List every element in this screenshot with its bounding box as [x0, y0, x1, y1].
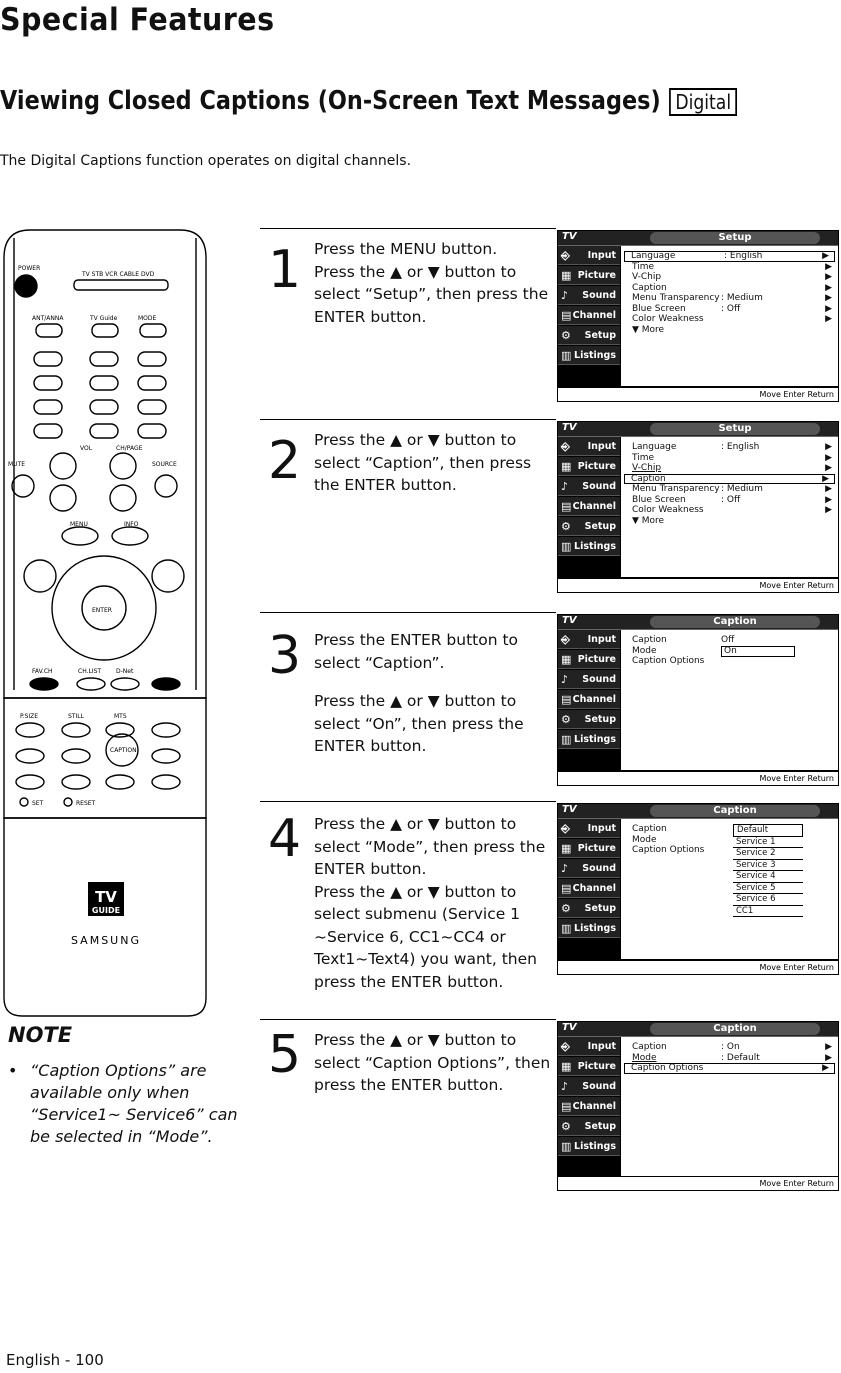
input-icon: ⎆ — [561, 1040, 570, 1053]
tvguide-label: TV Guide — [90, 315, 118, 322]
step-paragraph: Press the ▲ or ▼ button to select “Mode”, then press the ENTER button. Press the ▲ or ▼ button to select submenu (Service 1 ~Service 6, CC1~CC4 or Text1~Text4) you want, then press the ENTER button. — [314, 815, 546, 991]
osd-menu-list — [621, 246, 838, 335]
osd-title: Setup — [650, 232, 820, 244]
setup-icon: ⚙ — [561, 520, 571, 533]
mode-label: MODE — [138, 315, 157, 322]
antenna-label: ANT/ANNA — [32, 315, 64, 322]
osd-menu-value: : Off — [721, 494, 741, 505]
osd-menu-value: : Medium — [721, 484, 763, 494]
osd-menu-label: Caption Options — [631, 1063, 704, 1073]
step-text — [314, 1029, 554, 1097]
osd-screen-1 — [557, 230, 839, 402]
chevron-right-icon: ▶ — [825, 303, 832, 314]
step-paragraph: Press the ▲ or ▼ button to select “On”, then press the ENTER button. — [314, 692, 524, 755]
osd-sidebar-item-setup[interactable] — [558, 517, 620, 536]
step-2 — [260, 419, 841, 602]
note-heading: NOTE — [8, 1023, 73, 1047]
osd-mode-option[interactable]: Service 6 — [733, 894, 803, 906]
step-1 — [260, 228, 841, 403]
picture-icon: ▦ — [561, 1060, 572, 1073]
osd-sidebar-label: Input — [587, 1041, 616, 1052]
remote-lower-body — [4, 818, 206, 1016]
osd-menu-label: Mode — [632, 834, 657, 845]
osd-sidebar-label: Setup — [584, 1121, 616, 1132]
step-5 — [260, 1019, 841, 1194]
osd-menu-label: ▼ More — [632, 324, 665, 335]
svg-text:GUIDE: GUIDE — [91, 906, 121, 915]
chevron-right-icon: ▶ — [825, 442, 832, 452]
osd-tv-label: TV — [562, 804, 577, 815]
osd-sidebar-item-picture[interactable] — [558, 1057, 620, 1076]
step-number: 1 — [268, 240, 302, 300]
reset-label: RESET — [76, 800, 96, 807]
section-title: Special Features — [0, 2, 275, 38]
osd-sidebar-label: Sound — [582, 290, 616, 301]
osd-menu-item[interactable] — [621, 484, 838, 495]
fav-label: FAV.CH — [32, 668, 53, 675]
osd-menu-label: Language — [631, 251, 676, 261]
chevron-right-icon: ▶ — [825, 463, 832, 473]
step-rule — [260, 801, 556, 802]
step-paragraph: Press the MENU button. Press the ▲ or ▼ button to select “Setup”, then press the ENTER button. — [314, 240, 549, 326]
osd-bottom-bar: Move Enter Return — [558, 1176, 838, 1190]
osd-menu-list — [621, 819, 838, 856]
listings-icon: ▥ — [561, 540, 572, 553]
setup-icon: ⚙ — [561, 1120, 571, 1133]
sound-icon: ♪ — [561, 1080, 569, 1093]
osd-sidebar — [558, 1037, 620, 1157]
osd-menu-value: Off — [721, 635, 735, 645]
osd-menu-list — [621, 1037, 838, 1074]
listings-icon: ▥ — [561, 349, 572, 362]
step-paragraph: Press the ENTER button to select “Caption”. — [314, 631, 519, 672]
osd-mode-option[interactable]: CC1 — [733, 906, 803, 918]
osd-menu-label: V-Chip — [632, 463, 662, 473]
step-number: 4 — [268, 809, 302, 869]
osd-mode-option[interactable]: Service 4 — [733, 871, 803, 883]
osd-panel — [621, 819, 838, 959]
osd-menu-item[interactable] — [621, 635, 838, 646]
osd-menu-value: : On — [721, 1042, 740, 1052]
osd-menu-item[interactable] — [621, 304, 838, 315]
sound-icon: ♪ — [561, 862, 569, 875]
osd-menu-item[interactable] — [621, 824, 838, 835]
osd-mode-option[interactable]: Service 2 — [733, 848, 803, 860]
page-title — [0, 86, 737, 116]
page-title-text: Viewing Closed Captions (On-Screen Text Messages) — [0, 86, 661, 116]
listings-icon: ▥ — [561, 1140, 572, 1153]
setup-icon: ⚙ — [561, 902, 571, 915]
osd-menu-item[interactable] — [621, 262, 838, 273]
osd-sidebar-label: Picture — [577, 270, 616, 281]
osd-sidebar-item-setup[interactable] — [558, 326, 620, 345]
osd-mode-option[interactable]: Default — [733, 824, 803, 837]
osd-tv-label: TV — [562, 422, 577, 433]
mode-labels: TV STB VCR CABLE DVD — [82, 271, 155, 278]
osd-menu-label: Time — [632, 261, 655, 272]
osd-sidebar — [558, 437, 620, 557]
osd-sidebar-label: Channel — [572, 501, 616, 512]
osd-menu-item[interactable] — [621, 293, 838, 304]
power-label: POWER — [18, 265, 41, 272]
osd-tv-label: TV — [562, 1022, 577, 1033]
osd-sidebar-item-picture[interactable] — [558, 839, 620, 858]
osd-sidebar-label: Listings — [574, 350, 616, 361]
osd-sidebar-item-listings[interactable] — [558, 537, 620, 556]
step-number: 2 — [268, 431, 302, 491]
osd-screen-3 — [557, 614, 839, 786]
osd-sidebar-label: Channel — [572, 310, 616, 321]
osd-mode-option[interactable]: Service 3 — [733, 860, 803, 872]
osd-menu-item[interactable] — [624, 251, 835, 262]
osd-sidebar-item-listings[interactable] — [558, 1137, 620, 1156]
channel-icon: ▤ — [561, 309, 572, 322]
osd-title: Caption — [650, 616, 820, 628]
osd-menu-item[interactable] — [621, 495, 838, 506]
osd-menu-item[interactable] — [621, 1042, 838, 1053]
caption-label: CAPTION — [110, 747, 137, 754]
osd-menu-label: Caption — [632, 824, 667, 834]
source-label: SOURCE — [152, 461, 177, 468]
page-footer: English - 100 — [6, 1351, 104, 1369]
osd-panel — [621, 1037, 838, 1177]
chlist-label: CH.LIST — [78, 668, 102, 675]
osd-sidebar-item-sound[interactable] — [558, 1077, 620, 1096]
osd-screen-2 — [557, 421, 839, 593]
osd-sidebar-item-channel[interactable] — [558, 497, 620, 516]
osd-menu-item[interactable] — [621, 1053, 838, 1064]
chevron-right-icon: ▶ — [825, 505, 832, 515]
chevron-right-icon: ▶ — [825, 494, 832, 505]
dnet-label: D-Net — [116, 668, 134, 675]
osd-sidebar-item-setup[interactable] — [558, 899, 620, 918]
osd-panel — [621, 630, 838, 770]
osd-menu-label: Caption — [632, 635, 667, 645]
osd-sidebar-label: Setup — [584, 714, 616, 725]
osd-mode-option[interactable]: Service 5 — [733, 883, 803, 895]
osd-sidebar-item-sound[interactable] — [558, 477, 620, 496]
chevron-right-icon: ▶ — [825, 261, 832, 272]
svg-text:TV: TV — [95, 888, 117, 906]
osd-sidebar-item-input[interactable] — [558, 630, 620, 649]
info-label: INFO — [124, 521, 139, 528]
osd-menu-item[interactable] — [624, 474, 835, 485]
chevron-right-icon: ▶ — [822, 251, 829, 261]
osd-sidebar-item-channel[interactable] — [558, 306, 620, 325]
osd-screen-5 — [557, 1021, 839, 1191]
osd-sidebar-label: Listings — [574, 923, 616, 934]
osd-sidebar-label: Input — [587, 634, 616, 645]
osd-sidebar-label: Sound — [582, 674, 616, 685]
osd-sidebar — [558, 630, 620, 750]
osd-title: Setup — [650, 423, 820, 435]
osd-sidebar-item-input[interactable] — [558, 819, 620, 838]
osd-menu-label: Caption — [631, 473, 666, 484]
osd-sidebar-label: Setup — [584, 903, 616, 914]
osd-menu-list — [621, 630, 838, 667]
picture-icon: ▦ — [561, 460, 572, 473]
set-label: SET — [32, 800, 44, 807]
osd-menu-label: Blue Screen — [632, 303, 686, 314]
osd-menu-item[interactable] — [621, 463, 838, 474]
chevron-right-icon: ▶ — [825, 1052, 832, 1063]
osd-sidebar-label: Setup — [584, 330, 616, 341]
osd-sidebar-label: Picture — [577, 461, 616, 472]
osd-menu-item[interactable] — [624, 1063, 835, 1074]
osd-title: Caption — [650, 1023, 820, 1035]
osd-sidebar-item-picture[interactable] — [558, 650, 620, 669]
osd-sidebar-item-channel[interactable] — [558, 1097, 620, 1116]
osd-menu-item[interactable] — [621, 656, 838, 667]
osd-menu-value: : English — [724, 251, 763, 261]
tv-guide-logo — [88, 882, 124, 916]
listings-icon: ▥ — [561, 733, 572, 746]
setup-icon: ⚙ — [561, 713, 571, 726]
osd-sidebar — [558, 819, 620, 939]
osd-menu-label: Time — [632, 452, 655, 463]
step-text — [314, 813, 554, 993]
osd-sidebar-item-picture[interactable] — [558, 457, 620, 476]
chevron-right-icon: ▶ — [822, 1063, 829, 1073]
chevron-right-icon: ▶ — [825, 484, 832, 494]
osd-sidebar-item-channel[interactable] — [558, 690, 620, 709]
osd-menu-label: Menu Transparency — [632, 484, 720, 494]
osd-tv-label: TV — [562, 231, 577, 242]
channel-icon: ▤ — [561, 500, 572, 513]
picture-icon: ▦ — [561, 653, 572, 666]
sound-icon: ♪ — [561, 289, 569, 302]
step-text — [314, 238, 554, 328]
osd-menu-label: Caption Options — [632, 845, 705, 855]
osd-menu-label: Caption — [632, 282, 667, 293]
osd-menu-item[interactable] — [621, 442, 838, 453]
osd-menu-value: : Medium — [721, 293, 763, 303]
listings-icon: ▥ — [561, 922, 572, 935]
osd-sidebar-item-listings[interactable] — [558, 730, 620, 749]
osd-menu-value: : Off — [721, 303, 741, 314]
osd-menu-item[interactable] — [621, 505, 838, 516]
step-4 — [260, 801, 841, 991]
chevron-right-icon: ▶ — [825, 1042, 832, 1052]
chevron-right-icon: ▶ — [822, 473, 829, 484]
osd-menu-item[interactable] — [621, 646, 838, 657]
osd-menu-item[interactable] — [621, 845, 838, 856]
osd-sidebar-label: Picture — [577, 654, 616, 665]
sound-icon: ♪ — [561, 480, 569, 493]
osd-menu-value: : English — [721, 442, 760, 452]
osd-screen-4 — [557, 803, 839, 975]
osd-menu-value: : Default — [721, 1052, 760, 1063]
osd-mode-option[interactable]: Service 1 — [733, 837, 803, 849]
still-label: STILL — [68, 713, 84, 720]
input-icon: ⎆ — [561, 822, 570, 835]
osd-sidebar-label: Picture — [577, 843, 616, 854]
osd-sidebar-label: Input — [587, 823, 616, 834]
osd-sidebar-item-sound[interactable] — [558, 859, 620, 878]
osd-menu-item[interactable] — [621, 272, 838, 283]
intro-text: The Digital Captions function operates on digital channels. — [0, 153, 412, 169]
step-paragraph: Press the ▲ or ▼ button to select “Caption Options”, then press the ENTER button. — [314, 1031, 551, 1094]
digital-badge: Digital — [669, 88, 737, 116]
osd-sidebar — [558, 246, 620, 366]
osd-menu-item[interactable] — [621, 835, 838, 846]
step-text — [314, 429, 554, 497]
setup-icon: ⚙ — [561, 329, 571, 342]
osd-title: Caption — [650, 805, 820, 817]
chevron-right-icon: ▶ — [825, 452, 832, 463]
samsung-logo: SAMSUNG — [71, 934, 141, 947]
osd-bottom-bar: Move Enter Return — [558, 387, 838, 401]
chevron-right-icon: ▶ — [825, 282, 832, 293]
osd-sidebar-item-channel[interactable] — [558, 879, 620, 898]
osd-mode-options — [733, 824, 803, 917]
remote-control-illustration — [0, 228, 210, 1018]
osd-bottom-bar: Move Enter Return — [558, 771, 838, 785]
step-rule — [260, 612, 556, 613]
osd-menu-item[interactable] — [621, 325, 838, 336]
osd-bottom-bar: Move Enter Return — [558, 578, 838, 592]
osd-sidebar-item-input[interactable] — [558, 437, 620, 456]
osd-menu-list — [621, 437, 838, 526]
channel-icon: ▤ — [561, 1100, 572, 1113]
input-icon: ⎆ — [561, 440, 570, 453]
enter-label: ENTER — [92, 607, 112, 614]
step-rule — [260, 1019, 556, 1020]
picture-icon: ▦ — [561, 842, 572, 855]
osd-menu-label: ▼ More — [632, 515, 665, 526]
osd-sidebar-label: Sound — [582, 481, 616, 492]
osd-sidebar-item-input[interactable] — [558, 1037, 620, 1056]
osd-sidebar-label: Listings — [574, 541, 616, 552]
osd-sidebar-item-listings[interactable] — [558, 919, 620, 938]
menu-label: MENU — [70, 521, 88, 528]
note-item — [8, 1060, 248, 1148]
osd-sidebar-label: Channel — [572, 1101, 616, 1112]
osd-menu-item[interactable] — [621, 453, 838, 464]
osd-tv-label: TV — [562, 615, 577, 626]
step-rule — [260, 228, 556, 229]
osd-sidebar-item-sound[interactable] — [558, 670, 620, 689]
step-text — [314, 629, 554, 758]
osd-sidebar-item-listings[interactable] — [558, 346, 620, 365]
input-icon: ⎆ — [561, 633, 570, 646]
osd-menu-label: Menu Transparency — [632, 293, 720, 303]
picture-icon: ▦ — [561, 269, 572, 282]
step-rule — [260, 419, 556, 420]
osd-sidebar-label: Input — [587, 250, 616, 261]
step-number: 3 — [268, 626, 302, 686]
osd-menu-label: V-Chip — [632, 272, 662, 282]
note-text: “Caption Options” are available only when “Service1~ Service6” can be selected in “Mode”. — [30, 1061, 238, 1146]
osd-menu-label: Mode — [632, 645, 657, 656]
mts-label: MTS — [114, 713, 127, 720]
osd-sidebar-label: Listings — [574, 734, 616, 745]
osd-menu-label: Blue Screen — [632, 494, 686, 505]
chevron-right-icon: ▶ — [825, 293, 832, 303]
input-icon: ⎆ — [561, 249, 570, 262]
osd-panel — [621, 246, 838, 386]
osd-menu-item[interactable] — [621, 283, 838, 294]
osd-menu-label: Color Weakness — [632, 505, 704, 515]
psize-label: P.SIZE — [20, 713, 39, 720]
osd-menu-value: On — [721, 646, 795, 657]
step-paragraph: Press the ▲ or ▼ button to select “Caption”, then press the ENTER button. — [314, 431, 532, 494]
osd-menu-label: Language — [632, 442, 677, 452]
osd-sidebar-label: Channel — [572, 883, 616, 894]
osd-menu-label: Caption — [632, 1042, 667, 1052]
osd-sidebar-label: Sound — [582, 863, 616, 874]
channel-icon: ▤ — [561, 882, 572, 895]
osd-sidebar-item-input[interactable] — [558, 246, 620, 265]
osd-sidebar-label: Input — [587, 441, 616, 452]
osd-sidebar-item-sound[interactable] — [558, 286, 620, 305]
note-bullet: • — [8, 1061, 18, 1080]
sound-icon: ♪ — [561, 673, 569, 686]
osd-panel — [621, 437, 838, 577]
vol-label: VOL — [80, 445, 93, 452]
osd-menu-item[interactable] — [621, 314, 838, 325]
chevron-right-icon: ▶ — [825, 272, 832, 282]
osd-sidebar-label: Picture — [577, 1061, 616, 1072]
step-3 — [260, 612, 841, 795]
osd-sidebar-label: Setup — [584, 521, 616, 532]
chevron-right-icon: ▶ — [825, 314, 832, 324]
osd-menu-label: Caption Options — [632, 656, 705, 666]
mute-label: MUTE — [8, 461, 26, 468]
osd-menu-label: Mode — [632, 1052, 657, 1063]
osd-menu-item[interactable] — [621, 516, 838, 527]
osd-bottom-bar: Move Enter Return — [558, 960, 838, 974]
step-number: 5 — [268, 1025, 302, 1085]
osd-sidebar-label: Listings — [574, 1141, 616, 1152]
osd-sidebar-item-picture[interactable] — [558, 266, 620, 285]
ch-label: CH/PAGE — [116, 445, 143, 452]
osd-sidebar-label: Channel — [572, 694, 616, 705]
osd-sidebar-label: Sound — [582, 1081, 616, 1092]
channel-icon: ▤ — [561, 693, 572, 706]
osd-sidebar-item-setup[interactable] — [558, 1117, 620, 1136]
osd-menu-label: Color Weakness — [632, 314, 704, 324]
osd-sidebar-item-setup[interactable] — [558, 710, 620, 729]
